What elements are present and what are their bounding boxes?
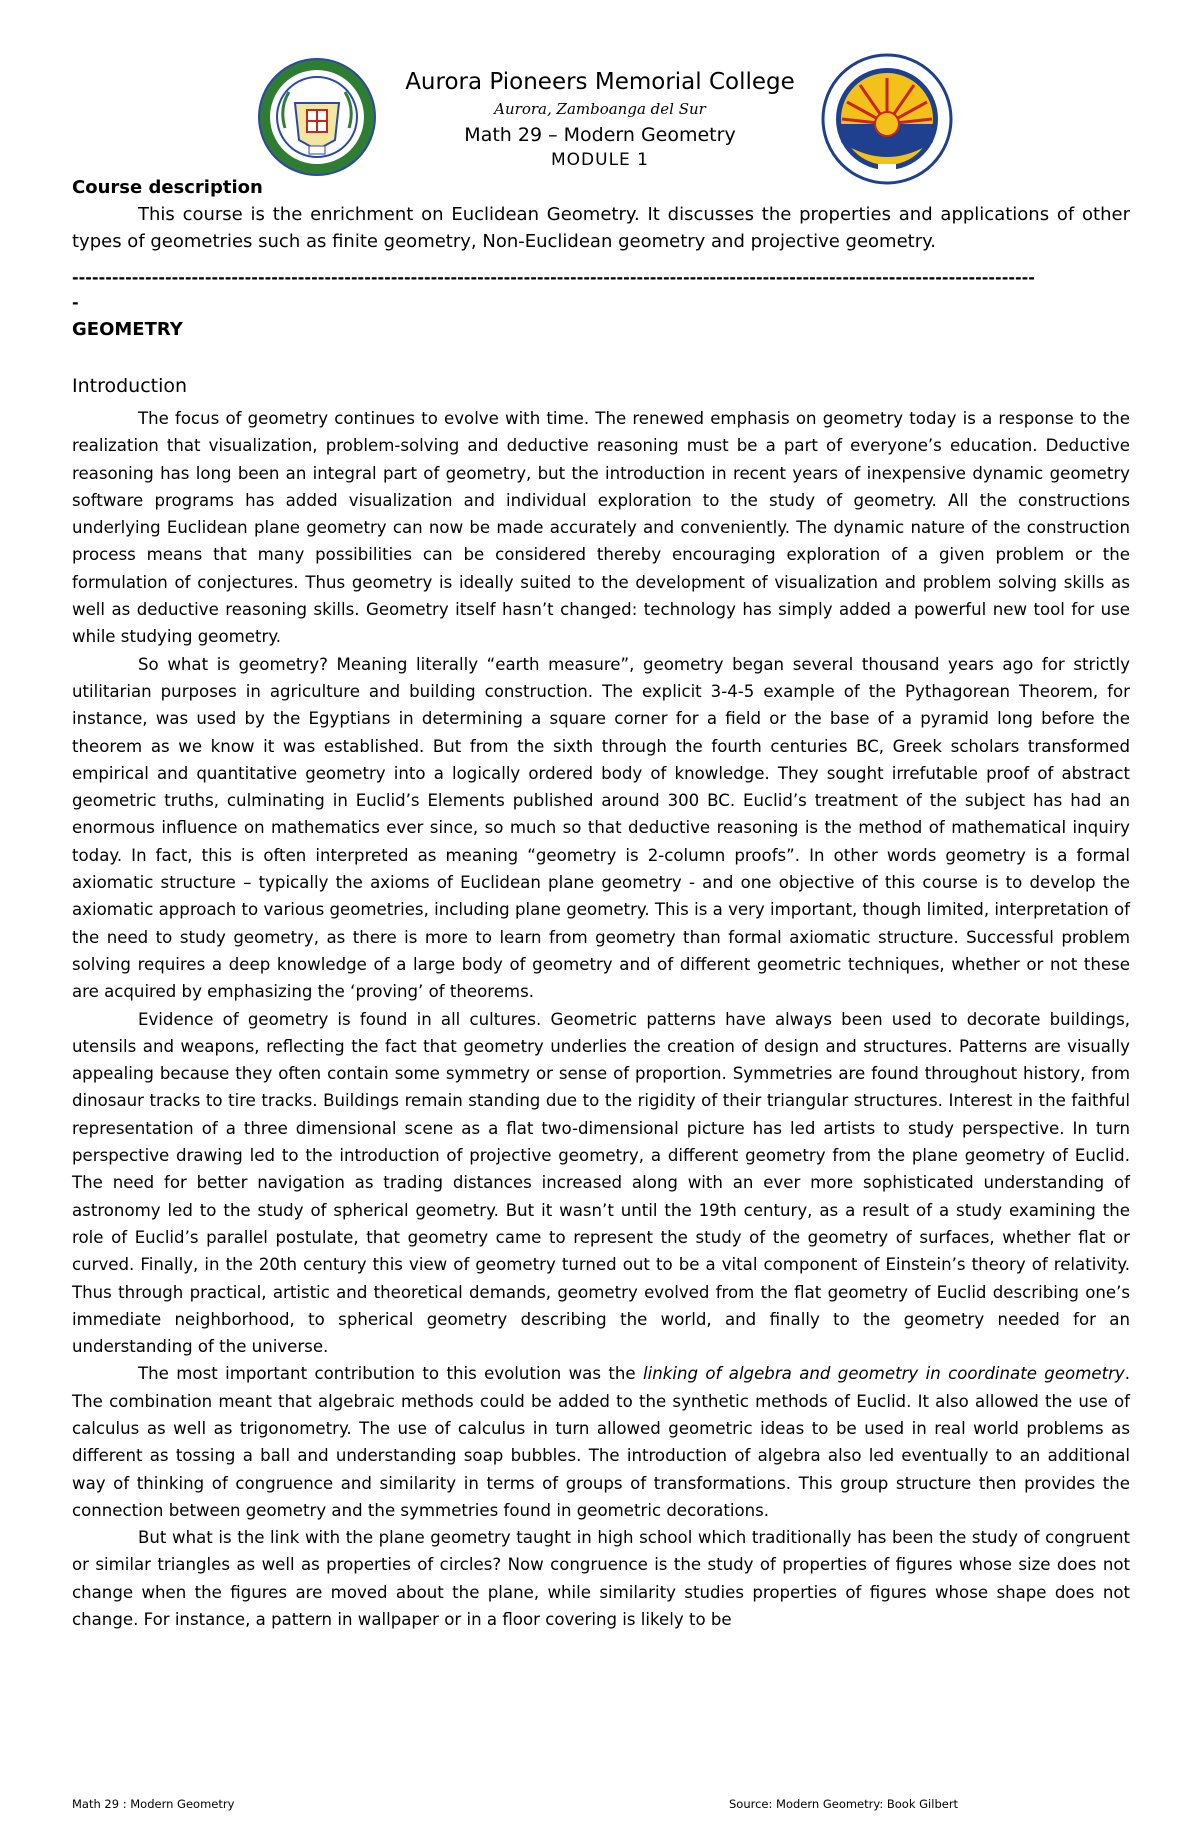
paragraph-4-rest: . The combination meant that algebraic methods could be added to the synthetic methods of Euclid. It also allowed the use of calculus as well as trigonometry. The use of calculus in turn allowed geometric ideas to be used in real world problems as different as tossing a ball and understanding soap bubbles. The introduction of algebra also led eventually to an additional way of thinking of congruence and similarity in terms of groups of transformations. This group structure then provides the connection between geometry and the symmetries found in geometric decorations. (72, 1364, 1130, 1520)
introduction-heading: Introduction (72, 375, 188, 397)
footer-source: Source: Modern Geometry: Book Gilbert (729, 1797, 959, 1811)
course-description-section (72, 175, 1130, 255)
college-location: Aurora, Zamboanga del Sur (494, 100, 706, 118)
footer-course: Math 29 : Modern Geometry (72, 1797, 235, 1811)
course-title: Math 29 – Modern Geometry (464, 124, 736, 146)
paragraph-1: The focus of geometry continues to evolve with time. The renewed emphasis on geometry today is a response to the realization that visualization, problem-solving and deductive reasoning must be a part of everyone’s education. Deductive reasoning has long been an integral part of geometry, but the introduction in recent years of inexpensive dynamic geometry software programs has added visualization and individual exploration to the study of geometry. All the constructions underlying Euclidean plane geometry can now be made accurately and conveniently. The dynamic nature of the construction process means that many possibilities can be considered thereby encouraging exploration of a given problem or the formulation of conjectures. Thus geometry is ideally suited to the development of visualization and problem solving skills as well as deductive reasoning skills. Geometry itself hasn’t changed: technology has simply added a powerful new tool for use while studying geometry. (72, 409, 1130, 647)
paragraph-2: So what is geometry? Meaning literally “earth measure”, geometry began several thousand years ago for strictly utilitarian purposes in agriculture and building construction. The explicit 3-4-5 example of the Pythagorean Theorem, for instance, was used by the Egyptians in determining a square corner for a field or the base of a pyramid long before the theorem as we know it was established. But from the sixth through the fourth centuries BC, Greek scholars transformed empirical and quantitative geometry into a logically ordered body of knowledge. They sought irrefutable proof of abstract geometric truths, culminating in Euclid’s Elements published around 300 BC. Euclid’s treatment of the subject has had an enormous influence on mathematics ever since, so much so that deductive reasoning is the method of mathematical inquiry today. In fact, this is often interpreted as meaning “geometry is 2-column proofs”. In other words geometry is a formal axiomatic structure – typically the axioms of Euclidean plane geometry - and one objective of this course is to develop the axiomatic approach to various geometries, including plane geometry. This is a very important, though limited, interpretation of the need to study geometry, as there is more to learn from geometry than formal axiomatic structure. Successful problem solving requires a deep knowledge of a large body of geometry and of different geometric techniques, whether or not these are acquired by emphasizing the ‘proving’ of theorems. (72, 654, 1130, 1002)
introduction-body (72, 405, 1130, 1633)
paragraph-3: Evidence of geometry is found in all cultures. Geometric patterns have always been used to decorate buildings, utensils and weapons, reflecting the fact that geometry underlies the creation of design and structures. Patterns are visually appealing because they often contain some symmetry or sense of proportion. Symmetries are found throughout history, from dinosaur tracks to tire tracks. Buildings remain standing due to the rigidity of their triangular structures. Interest in the faithful representation of a three dimensional scene as a flat two-dimensional picture has led artists to study perspective. In turn perspective drawing led to the introduction of projective geometry, a different geometry from the plane geometry of Euclid. The need for better navigation as trading distances increased along with an ever more sophisticated understanding of astronomy led to the study of spherical geometry. But it wasn’t until the 19th century, as a result of a study examining the role of Euclid’s parallel postulate, that geometry came to represent the study of the geometry of surfaces, whether flat or curved. Finally, in the 20th century this view of geometry turned out to be a vital component of Einstein’s theory of relativity. Thus through practical, artistic and theoretical demands, geometry evolved from the flat geometry of Euclid describing one’s immediate neighborhood, to spherical geometry describing the world, and finally to the geometry needed for an understanding of the universe. (72, 1009, 1130, 1357)
section-heading: GEOMETRY (72, 319, 183, 340)
course-description-text: This course is the enrichment on Euclidean Geometry. It discusses the properties and applications of other types of geometries such as finite geometry, Non-Euclidean geometry and projective geometry. (72, 204, 1130, 252)
dashed-divider: ------------------------------------------------------------------------------------------------------------------------------------------------- (72, 268, 1035, 287)
document-header (0, 0, 1200, 170)
college-name: Aurora Pioneers Memorial College (405, 69, 795, 95)
ched-seal-logo (820, 52, 954, 186)
course-description-label: Course description (72, 177, 263, 198)
paragraph-5: But what is the link with the plane geometry taught in high school which traditionally has been the study of congruent or similar triangles as well as properties of circles? Now congruence is the study of properties of figures whose size does not change when the figures are moved about the plane, while similarity studies properties of figures whose shape does not change. For instance, a pattern in wallpaper or in a floor covering is likely to be (72, 1528, 1130, 1630)
module-label: MODULE 1 (550, 150, 649, 170)
paragraph-4-lead: The most important contribution to this evolution was the (138, 1364, 643, 1384)
apmc-seal-logo (255, 58, 380, 176)
paragraph-4 (72, 1360, 1130, 1524)
dashed-divider-tail: - (72, 293, 79, 312)
paragraph-4-emphasis: linking of algebra and geometry in coordinate geometry (643, 1364, 1125, 1384)
